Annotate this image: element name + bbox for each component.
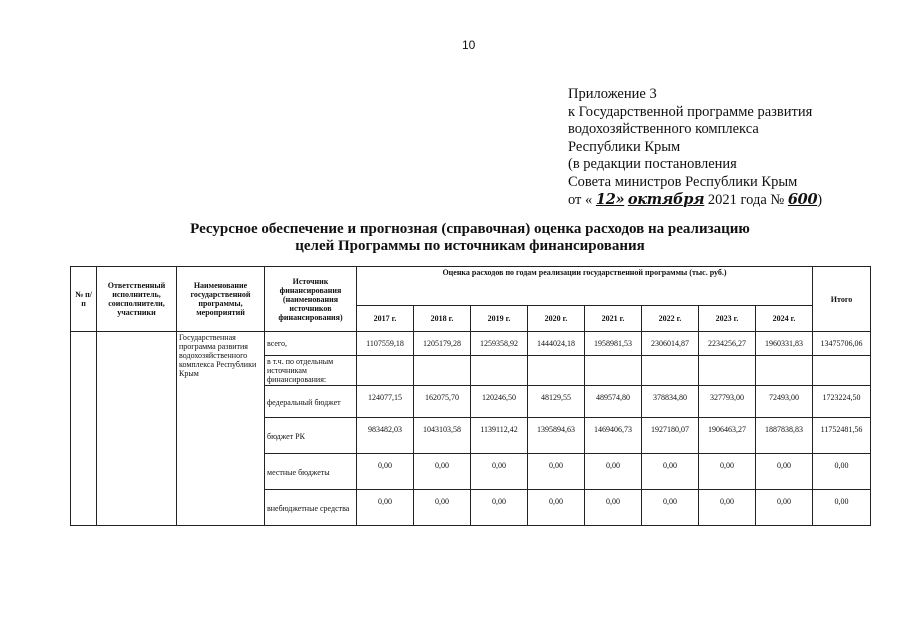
cell-value xyxy=(357,356,414,386)
cell-total: 13475706,06 xyxy=(813,332,871,356)
cell-value: 0,00 xyxy=(699,454,756,490)
title-line: Ресурсное обеспечение и прогнозная (справочная) оценка расходов на реализацию xyxy=(190,221,750,237)
cell-source: внебюджетные средства xyxy=(265,490,357,526)
cell-value xyxy=(699,356,756,386)
cell-value: 0,00 xyxy=(585,454,642,490)
header-year: 2022 г. xyxy=(642,306,699,332)
header-year: 2024 г. xyxy=(756,306,813,332)
cell-value: 1395894,63 xyxy=(528,418,585,454)
appendix-date-line xyxy=(568,191,822,210)
date-year: 2021 года № xyxy=(707,192,785,208)
header-source: Источник финансирования (наименования источников финансирования) xyxy=(265,267,357,332)
appendix-line: Приложение 3 xyxy=(568,86,657,102)
header-num: № п/п xyxy=(71,267,97,332)
cell-value: 0,00 xyxy=(528,490,585,526)
cell-value: 0,00 xyxy=(585,490,642,526)
cell-source: местные бюджеты xyxy=(265,454,357,490)
header-total: Итого xyxy=(813,267,871,332)
cell-total xyxy=(813,356,871,386)
date-suffix: ) xyxy=(817,192,823,208)
appendix-block xyxy=(568,86,822,210)
header-year: 2023 г. xyxy=(699,306,756,332)
cell-total: 0,00 xyxy=(813,490,871,526)
cell-value: 120246,50 xyxy=(471,386,528,418)
cell-value xyxy=(756,356,813,386)
cell-value: 0,00 xyxy=(699,490,756,526)
cell-measure-name: Государственная программа развития водохозяйственного комплекса Республики Крым xyxy=(177,332,265,526)
header-year: 2020 г. xyxy=(528,306,585,332)
cell-value: 124077,15 xyxy=(357,386,414,418)
cell-source: всего, xyxy=(265,332,357,356)
header-executor: Ответственный исполнитель, соисполнители, участники xyxy=(97,267,177,332)
header-year: 2018 г. xyxy=(414,306,471,332)
document-title xyxy=(150,221,790,255)
cell-value: 2306014,87 xyxy=(642,332,699,356)
title-line: целей Программы по источникам финансирования xyxy=(295,238,645,254)
cell-source: в т.ч. по отдельным источникам финансирования: xyxy=(265,356,357,386)
cell-value: 0,00 xyxy=(471,454,528,490)
cell-value: 1927180,07 xyxy=(642,418,699,454)
cell-value: 983482,03 xyxy=(357,418,414,454)
handwritten-number: 600 xyxy=(787,191,818,208)
cell-value: 0,00 xyxy=(471,490,528,526)
cell-value: 0,00 xyxy=(528,454,585,490)
table-row xyxy=(71,332,871,356)
cell-total: 1723224,50 xyxy=(813,386,871,418)
cell-value: 1958981,53 xyxy=(585,332,642,356)
header-year: 2017 г. xyxy=(357,306,414,332)
header-year: 2021 г. xyxy=(585,306,642,332)
cell-value xyxy=(471,356,528,386)
cell-value: 0,00 xyxy=(756,490,813,526)
appendix-line: Совета министров Республики Крым xyxy=(568,173,798,190)
header-year: 2019 г. xyxy=(471,306,528,332)
cell-value xyxy=(528,356,585,386)
cell-value: 1139112,42 xyxy=(471,418,528,454)
cell-value: 162075,70 xyxy=(414,386,471,418)
cell-value: 0,00 xyxy=(642,490,699,526)
cell-value: 327793,00 xyxy=(699,386,756,418)
cell-value xyxy=(414,356,471,386)
cell-source: бюджет РК xyxy=(265,418,357,454)
header-estimate: Оценка расходов по годам реализации государственной программы (тыс. руб.) xyxy=(357,267,813,306)
appendix-line: Республики Крым xyxy=(568,138,681,155)
cell-value: 0,00 xyxy=(756,454,813,490)
cell-value: 2234256,27 xyxy=(699,332,756,356)
appendix-line: (в редакции постановления xyxy=(568,156,737,172)
cell-value: 378834,80 xyxy=(642,386,699,418)
cell-value: 0,00 xyxy=(642,454,699,490)
cell-value: 1444024,18 xyxy=(528,332,585,356)
cell-value: 0,00 xyxy=(414,490,471,526)
cell-value xyxy=(642,356,699,386)
cell-source: федеральный бюджет xyxy=(265,386,357,418)
header-name: Наименование государственной программы, мероприятий xyxy=(177,267,265,332)
cell-value: 1960331,83 xyxy=(756,332,813,356)
cell-value: 0,00 xyxy=(357,454,414,490)
cell-value: 72493,00 xyxy=(756,386,813,418)
handwritten-month: октября xyxy=(627,191,705,208)
cell-value: 1107559,18 xyxy=(357,332,414,356)
cell-value: 1887838,83 xyxy=(756,418,813,454)
cell-total: 11752481,56 xyxy=(813,418,871,454)
cell-value: 0,00 xyxy=(357,490,414,526)
cell-value: 48129,55 xyxy=(528,386,585,418)
cell-num xyxy=(71,332,97,526)
date-prefix: от « xyxy=(568,192,593,208)
appendix-line: водохозяйственного комплекса xyxy=(568,121,759,137)
cell-value: 1205179,28 xyxy=(414,332,471,356)
cell-value: 1469406,73 xyxy=(585,418,642,454)
page-number: 10 xyxy=(462,38,476,52)
appendix-line: к Государственной программе развития xyxy=(568,103,813,120)
cell-value: 1259358,92 xyxy=(471,332,528,356)
cell-total: 0,00 xyxy=(813,454,871,490)
cell-value: 489574,80 xyxy=(585,386,642,418)
cell-value: 1906463,27 xyxy=(699,418,756,454)
handwritten-day: 12» xyxy=(595,191,625,208)
cell-value: 0,00 xyxy=(414,454,471,490)
cell-executor xyxy=(97,332,177,526)
resource-table xyxy=(70,266,871,526)
cell-value xyxy=(585,356,642,386)
cell-value: 1043103,58 xyxy=(414,418,471,454)
